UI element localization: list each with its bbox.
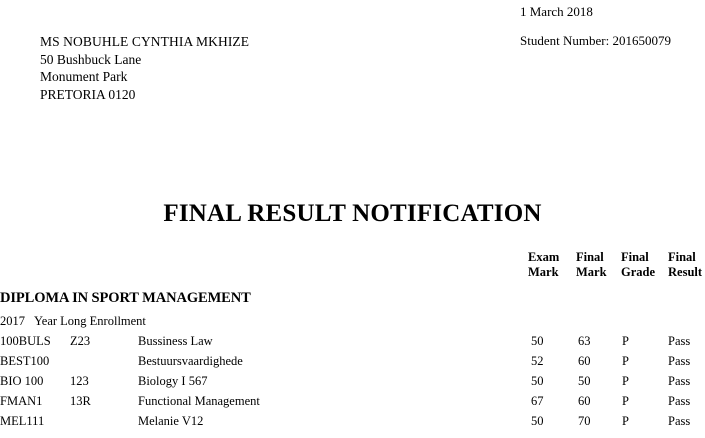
row-final-mark: 50	[578, 374, 591, 388]
row-description: Bussiness Law	[138, 334, 213, 348]
table-row	[0, 391, 705, 411]
programme-title: DIPLOMA IN SPORT MANAGEMENT	[0, 290, 251, 306]
table-row	[0, 371, 705, 391]
column-header-final-grade-line1: Final	[621, 250, 649, 264]
address-line-2: Monument Park	[40, 69, 128, 84]
row-description: Bestuursvaardighede	[138, 354, 243, 368]
column-header-final-grade-line2: Grade	[621, 265, 656, 279]
row-code: 100BULS	[0, 334, 51, 348]
row-final-result: Pass	[668, 394, 691, 408]
column-header-final-result	[668, 250, 702, 280]
row-code: BIO 100	[0, 374, 44, 388]
row-final-grade: P	[622, 334, 629, 348]
column-header-exam-mark-line1: Exam	[528, 250, 560, 264]
row-exam-mark: 50	[531, 374, 544, 388]
table-row	[0, 411, 705, 431]
row-description: Melanie V12	[138, 414, 204, 428]
column-header-final-result-line2: Result	[668, 265, 703, 279]
column-header-final-result-line1: Final	[668, 250, 696, 264]
column-header-exam-mark	[528, 250, 559, 280]
student-number-value: 201650079	[612, 33, 671, 48]
row-final-mark: 60	[578, 354, 591, 368]
row-description: Functional Management	[138, 394, 260, 408]
row-code: BEST100	[0, 354, 50, 368]
row-subcode: 123	[70, 374, 89, 388]
column-header-final-mark-line2: Mark	[576, 265, 607, 279]
row-subcode: Z23	[70, 334, 91, 348]
row-code: MEL111	[0, 414, 45, 428]
row-final-result: Pass	[668, 374, 691, 388]
table-row	[0, 351, 705, 371]
page-title: FINAL RESULT NOTIFICATION	[163, 200, 542, 227]
row-code: FMAN1	[0, 394, 43, 408]
document-date: 1 March 2018	[520, 4, 593, 19]
address-line-1: 50 Bushbuck Lane	[40, 51, 142, 67]
results-table	[0, 331, 705, 431]
row-subcode: 13R	[70, 394, 91, 408]
enrollment-type: Year Long Enrollment	[34, 314, 146, 328]
row-final-grade: P	[622, 414, 629, 428]
row-final-grade: P	[622, 374, 629, 388]
row-final-result: Pass	[668, 414, 691, 428]
address-line-3: PRETORIA 0120	[40, 86, 136, 102]
student-number-label: Student Number:	[520, 33, 610, 48]
row-final-mark: 60	[578, 394, 591, 408]
row-final-mark: 70	[578, 414, 591, 428]
column-header-final-grade	[621, 250, 655, 280]
column-header-final-mark	[576, 250, 607, 280]
row-final-result: Pass	[668, 334, 691, 348]
enrollment-line	[0, 314, 146, 329]
row-exam-mark: 50	[531, 334, 544, 348]
recipient-name: MS NOBUHLE CYNTHIA MKHIZE	[40, 34, 250, 49]
column-header-exam-mark-line2: Mark	[528, 265, 559, 279]
row-final-mark: 63	[578, 334, 591, 348]
table-row	[0, 331, 705, 351]
student-number	[520, 33, 671, 49]
row-final-grade: P	[622, 354, 629, 368]
enrollment-year: 2017	[0, 314, 25, 328]
row-exam-mark: 67	[531, 394, 544, 408]
row-exam-mark: 52	[531, 354, 544, 368]
row-final-result: Pass	[668, 354, 691, 368]
row-description: Biology I 567	[138, 374, 208, 388]
column-header-final-mark-line1: Final	[576, 250, 604, 264]
row-final-grade: P	[622, 394, 629, 408]
recipient-address	[40, 33, 249, 103]
row-exam-mark: 50	[531, 414, 544, 428]
